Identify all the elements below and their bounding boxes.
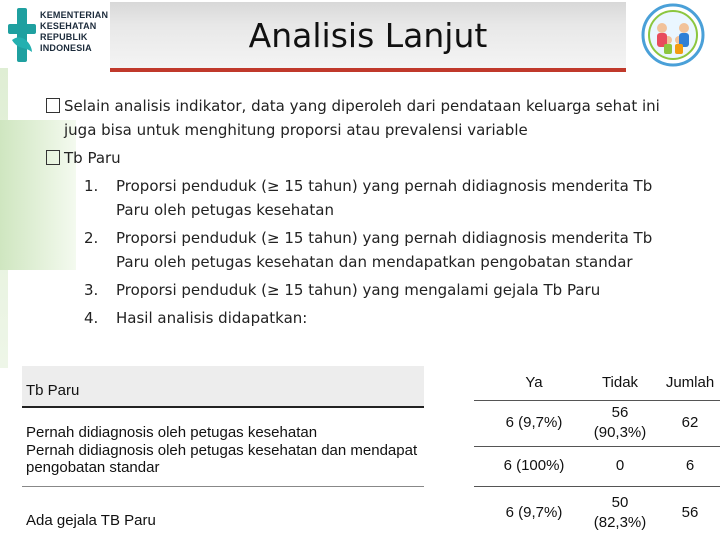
results-table bbox=[22, 366, 720, 540]
kemenkes-logo-text: KEMENTERIAN KESEHATAN REPUBLIK INDONESIA bbox=[40, 10, 109, 53]
table-cell: 62 bbox=[681, 414, 699, 431]
numbered-item: 3. Proporsi penduduk (≥ 15 tahun) yang mengalami gejala Tb Paru bbox=[84, 281, 601, 299]
numbered-item: 4. Hasil analisis didapatkan: bbox=[84, 309, 308, 327]
keluarga-sehat-logo bbox=[628, 2, 718, 68]
column-header-tidak: Tidak bbox=[601, 374, 639, 391]
kemenkes-logo bbox=[6, 4, 110, 66]
table-label-header: Tb Paru bbox=[22, 366, 424, 408]
table-cell: 6 (9,7%) bbox=[505, 504, 563, 521]
numbered-item: 1. Proporsi penduduk (≥ 15 tahun) yang pernah didiagnosis menderita Tb Paru oleh petugas kesehatan bbox=[84, 177, 653, 219]
table-cell: 6 (9,7%) bbox=[505, 414, 563, 431]
row-label: Pernah didiagnosis oleh petugas kesehatan bbox=[26, 424, 318, 441]
numbered-item: 2. Proporsi penduduk (≥ 15 tahun) yang pernah didiagnosis menderita Tb Paru oleh petugas kesehatan dan mendapatkan pengobatan standar bbox=[84, 229, 653, 271]
family-logo-icon bbox=[628, 2, 718, 68]
checkbox-bullet-icon bbox=[46, 150, 60, 165]
table-row-divider bbox=[22, 486, 424, 487]
column-header-ya: Ya bbox=[525, 374, 543, 391]
row-label: Pernah didiagnosis oleh petugas kesehatan dan mendapat pengobatan standar bbox=[26, 442, 418, 476]
kemenkes-emblem-icon bbox=[6, 6, 38, 64]
bullet-item: Selain analisis indikator, data yang diperoleh dari pendataan keluarga sehat ini juga bisa untuk menghitung proporsi atau prevalensi variable bbox=[46, 94, 686, 142]
table-cell: 56 (90,3%) bbox=[593, 404, 647, 441]
table-cell: 50 (82,3%) bbox=[593, 494, 647, 531]
page-title: Analisis Lanjut bbox=[248, 15, 488, 55]
column-header-jumlah: Jumlah bbox=[665, 374, 715, 391]
table-values-grid bbox=[474, 366, 720, 540]
table-cell: 6 bbox=[685, 457, 695, 474]
table-cell: 56 bbox=[681, 504, 699, 521]
table-cell: 6 (100%) bbox=[503, 457, 565, 474]
title-bar bbox=[110, 2, 626, 72]
slide-content bbox=[46, 94, 686, 334]
bullet-item: Tb Paru bbox=[46, 146, 686, 170]
checkbox-bullet-icon bbox=[46, 98, 60, 113]
table-cell: 0 bbox=[615, 457, 625, 474]
row-label: Ada gejala TB Paru bbox=[26, 512, 156, 529]
